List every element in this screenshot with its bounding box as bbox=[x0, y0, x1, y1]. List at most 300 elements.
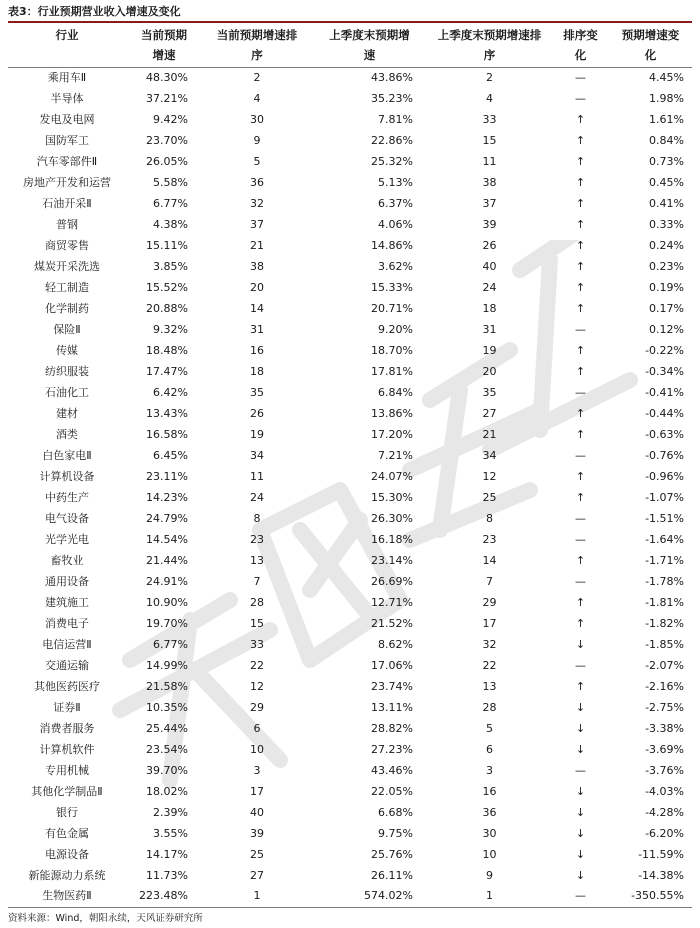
last-quarter-rank-cell: 7 bbox=[486, 574, 493, 588]
industry-cell: 轻工制造 bbox=[45, 280, 89, 294]
growth-change-cell: 0.24% bbox=[649, 238, 684, 252]
last-quarter-growth-cell: 43.86% bbox=[371, 70, 413, 84]
rank-change-cell: — bbox=[575, 385, 586, 399]
growth-change-cell: -3.38% bbox=[645, 721, 684, 735]
last-quarter-growth-cell: 574.02% bbox=[312, 886, 427, 907]
current-growth-cell: 6.42% bbox=[153, 385, 188, 399]
growth-change-cell: -11.59% bbox=[638, 847, 684, 861]
current-rank-cell: 1 bbox=[202, 886, 312, 907]
last-quarter-rank-cell: 20 bbox=[482, 364, 497, 378]
last-quarter-rank-cell: 8 bbox=[486, 511, 493, 525]
growth-change-cell: -0.22% bbox=[645, 343, 684, 357]
source-note: 资料来源：Wind，朝阳永续，天风证券研究所 bbox=[8, 913, 203, 924]
rank-change-cell: ↓ bbox=[575, 868, 586, 882]
table-row bbox=[8, 424, 692, 445]
table-row bbox=[8, 823, 692, 844]
table-row bbox=[8, 361, 692, 382]
table-row bbox=[8, 760, 692, 781]
current-rank-cell: 15 bbox=[250, 616, 264, 630]
current-growth-cell: 24.91% bbox=[146, 574, 188, 588]
last-quarter-rank-cell: 9 bbox=[486, 868, 493, 882]
last-quarter-growth-cell: 43.46% bbox=[371, 763, 413, 777]
current-growth-cell: 19.70% bbox=[146, 616, 188, 630]
current-rank-cell: 13 bbox=[250, 553, 264, 567]
current-growth-cell: 3.85% bbox=[153, 259, 188, 273]
current-rank-cell: 31 bbox=[250, 322, 264, 336]
growth-change-cell: -3.76% bbox=[645, 763, 684, 777]
last-quarter-rank-cell: 31 bbox=[482, 322, 497, 336]
industry-cell: 证券Ⅱ bbox=[53, 700, 81, 714]
current-growth-cell: 10.35% bbox=[146, 700, 188, 714]
rank-change-cell: ↑ bbox=[575, 133, 586, 147]
last-quarter-growth-cell: 35.23% bbox=[371, 91, 413, 105]
industry-cell: 石油开采Ⅱ bbox=[42, 196, 92, 210]
last-quarter-rank-cell: 2 bbox=[486, 70, 493, 84]
rank-change-cell: ↑ bbox=[575, 196, 586, 210]
table-row bbox=[8, 67, 692, 88]
growth-change-cell: -4.03% bbox=[645, 784, 684, 798]
growth-change-cell: -1.71% bbox=[645, 553, 684, 567]
current-growth-cell: 6.45% bbox=[153, 448, 188, 462]
table-row bbox=[8, 529, 692, 550]
current-growth-cell: 37.21% bbox=[146, 91, 188, 105]
rank-change-cell: ↑ bbox=[575, 217, 586, 231]
current-growth-cell: 11.73% bbox=[146, 868, 188, 882]
last-quarter-growth-cell: 13.86% bbox=[371, 406, 413, 420]
growth-change-cell: -14.38% bbox=[638, 868, 684, 882]
current-rank-cell: 28 bbox=[250, 595, 264, 609]
table-body bbox=[8, 67, 692, 907]
growth-change-cell: 0.17% bbox=[649, 301, 684, 315]
growth-change-cell: 0.41% bbox=[649, 196, 684, 210]
last-quarter-rank-cell: 16 bbox=[482, 784, 497, 798]
last-quarter-growth-cell: 17.06% bbox=[371, 658, 413, 672]
growth-change-cell: 0.45% bbox=[649, 175, 684, 189]
last-quarter-rank-cell: 29 bbox=[482, 595, 497, 609]
rank-change-cell: ↑ bbox=[575, 679, 586, 693]
current-rank-cell: 9 bbox=[253, 133, 261, 147]
table-row bbox=[8, 592, 692, 613]
industry-cell: 消费电子 bbox=[45, 616, 89, 630]
last-quarter-growth-cell: 14.86% bbox=[371, 238, 413, 252]
last-quarter-rank-cell: 13 bbox=[482, 679, 497, 693]
current-growth-cell: 13.43% bbox=[146, 406, 188, 420]
table-row bbox=[8, 697, 692, 718]
industry-cell: 电源设备 bbox=[45, 847, 89, 861]
table-row bbox=[8, 445, 692, 466]
last-quarter-growth-cell: 18.70% bbox=[371, 343, 413, 357]
current-growth-cell: 15.11% bbox=[146, 238, 188, 252]
current-rank-cell: 5 bbox=[253, 154, 261, 168]
current-rank-cell: 12 bbox=[250, 679, 264, 693]
rank-change-cell: — bbox=[575, 448, 586, 462]
growth-change-cell: -2.16% bbox=[645, 679, 684, 693]
industry-cell: 白色家电Ⅱ bbox=[42, 448, 92, 462]
current-growth-cell: 26.05% bbox=[146, 154, 188, 168]
last-quarter-growth-cell: 4.06% bbox=[378, 217, 413, 231]
growth-change-cell: -1.51% bbox=[645, 511, 684, 525]
growth-change-cell: -0.96% bbox=[645, 469, 684, 483]
growth-change-cell: -2.75% bbox=[645, 700, 684, 714]
current-rank-cell: 8 bbox=[253, 511, 261, 525]
current-growth-cell: 17.47% bbox=[146, 364, 188, 378]
current-growth-cell: 14.99% bbox=[146, 658, 188, 672]
table-row bbox=[8, 655, 692, 676]
table-row bbox=[8, 844, 692, 865]
current-rank-cell: 4 bbox=[253, 91, 261, 105]
rank-change-cell: — bbox=[575, 511, 586, 525]
current-rank-cell: 27 bbox=[250, 868, 264, 882]
current-rank-cell: 10 bbox=[250, 742, 264, 756]
current-rank-cell: 32 bbox=[250, 196, 264, 210]
industry-cell: 消费者服务 bbox=[39, 721, 95, 735]
industry-cell: 生物医药Ⅱ bbox=[8, 886, 126, 907]
table-row bbox=[8, 550, 692, 571]
header-last-quarter-growth: 上季度末预期增 速 bbox=[312, 23, 427, 67]
table-row bbox=[8, 130, 692, 151]
current-rank-cell: 6 bbox=[253, 721, 261, 735]
current-rank-cell: 40 bbox=[250, 805, 264, 819]
growth-change-cell: 0.84% bbox=[649, 133, 684, 147]
current-growth-cell: 39.70% bbox=[146, 763, 188, 777]
industry-cell: 中药生产 bbox=[45, 490, 89, 504]
rank-change-cell: — bbox=[552, 886, 609, 907]
last-quarter-rank-cell: 36 bbox=[482, 805, 497, 819]
last-quarter-growth-cell: 9.20% bbox=[378, 322, 413, 336]
rank-change-cell: ↑ bbox=[575, 553, 586, 567]
rank-change-cell: — bbox=[575, 91, 586, 105]
last-quarter-growth-cell: 22.86% bbox=[371, 133, 413, 147]
growth-change-cell: 0.73% bbox=[649, 154, 684, 168]
current-rank-cell: 35 bbox=[250, 385, 264, 399]
industry-cell: 交通运输 bbox=[45, 658, 89, 672]
industry-cell: 房地产开发和运营 bbox=[23, 175, 111, 189]
last-quarter-rank-cell: 39 bbox=[482, 217, 497, 231]
last-quarter-growth-cell: 26.30% bbox=[371, 511, 413, 525]
table-row bbox=[8, 487, 692, 508]
current-growth-cell: 23.11% bbox=[146, 469, 188, 483]
current-growth-cell: 14.23% bbox=[146, 490, 188, 504]
header-rank-change: 排序变 化 bbox=[552, 23, 609, 67]
growth-change-cell: -4.28% bbox=[645, 805, 684, 819]
last-quarter-growth-cell: 26.69% bbox=[371, 574, 413, 588]
current-rank-cell: 20 bbox=[250, 280, 264, 294]
last-quarter-growth-cell: 20.71% bbox=[371, 301, 413, 315]
current-growth-cell: 6.77% bbox=[153, 637, 188, 651]
current-rank-cell: 38 bbox=[250, 259, 264, 273]
rank-change-cell: — bbox=[575, 763, 586, 777]
rank-change-cell: ↑ bbox=[575, 112, 586, 126]
growth-change-cell: -0.34% bbox=[645, 364, 684, 378]
industry-cell: 纺织服装 bbox=[45, 364, 89, 378]
table-row bbox=[8, 172, 692, 193]
current-growth-cell: 2.39% bbox=[153, 805, 188, 819]
growth-change-cell: -0.63% bbox=[645, 427, 684, 441]
last-quarter-growth-cell: 22.05% bbox=[371, 784, 413, 798]
growth-change-cell: 0.23% bbox=[649, 259, 684, 273]
rank-change-cell: ↓ bbox=[575, 805, 586, 819]
growth-change-cell: -3.69% bbox=[645, 742, 684, 756]
current-rank-cell: 7 bbox=[253, 574, 261, 588]
rank-change-cell: ↑ bbox=[575, 427, 586, 441]
industry-cell: 有色金属 bbox=[45, 826, 89, 840]
industry-cell: 光学光电 bbox=[45, 532, 89, 546]
current-rank-cell: 17 bbox=[250, 784, 264, 798]
table-row bbox=[8, 235, 692, 256]
industry-cell: 畜牧业 bbox=[50, 553, 84, 567]
table-row bbox=[8, 466, 692, 487]
last-quarter-rank-cell: 3 bbox=[486, 763, 493, 777]
industry-cell: 建材 bbox=[56, 406, 78, 420]
table-row bbox=[8, 865, 692, 886]
current-growth-cell: 21.44% bbox=[146, 553, 188, 567]
last-quarter-growth-cell: 27.23% bbox=[371, 742, 413, 756]
rank-change-cell: ↓ bbox=[575, 826, 586, 840]
rank-change-cell: ↓ bbox=[575, 847, 586, 861]
current-rank-cell: 21 bbox=[250, 238, 264, 252]
industry-cell: 计算机软件 bbox=[39, 742, 95, 756]
current-rank-cell: 29 bbox=[250, 700, 264, 714]
header-growth-change: 预期增速变 化 bbox=[609, 23, 692, 67]
rank-change-cell: ↓ bbox=[575, 784, 586, 798]
current-growth-cell: 3.55% bbox=[153, 826, 188, 840]
rank-change-cell: ↑ bbox=[575, 364, 586, 378]
rank-change-cell: — bbox=[575, 322, 586, 336]
current-rank-cell: 34 bbox=[250, 448, 264, 462]
last-quarter-growth-cell: 25.32% bbox=[371, 154, 413, 168]
current-growth-cell: 14.54% bbox=[146, 532, 188, 546]
rank-change-cell: — bbox=[575, 574, 586, 588]
industry-cell: 乘用车Ⅱ bbox=[47, 70, 87, 84]
rank-change-cell: ↑ bbox=[575, 616, 586, 630]
current-growth-cell: 23.70% bbox=[146, 133, 188, 147]
current-growth-cell: 4.38% bbox=[153, 217, 188, 231]
last-quarter-growth-cell: 12.71% bbox=[371, 595, 413, 609]
last-quarter-growth-cell: 6.37% bbox=[378, 196, 413, 210]
current-rank-cell: 11 bbox=[250, 469, 264, 483]
last-quarter-growth-cell: 23.14% bbox=[371, 553, 413, 567]
last-quarter-growth-cell: 21.52% bbox=[371, 616, 413, 630]
industry-cell: 银行 bbox=[56, 805, 78, 819]
last-quarter-rank-cell: 1 bbox=[427, 886, 552, 907]
last-quarter-growth-cell: 26.11% bbox=[371, 868, 413, 882]
last-quarter-rank-cell: 19 bbox=[482, 343, 497, 357]
table-row bbox=[8, 214, 692, 235]
growth-change-cell: -1.07% bbox=[645, 490, 684, 504]
current-rank-cell: 25 bbox=[250, 847, 264, 861]
rank-change-cell: ↓ bbox=[575, 721, 586, 735]
last-quarter-rank-cell: 25 bbox=[482, 490, 497, 504]
last-quarter-growth-cell: 16.18% bbox=[371, 532, 413, 546]
growth-change-cell: 1.61% bbox=[649, 112, 684, 126]
last-quarter-growth-cell: 6.68% bbox=[378, 805, 413, 819]
growth-table bbox=[8, 23, 692, 908]
table-row bbox=[8, 277, 692, 298]
last-quarter-rank-cell: 11 bbox=[482, 154, 497, 168]
last-quarter-rank-cell: 10 bbox=[482, 847, 497, 861]
last-quarter-growth-cell: 17.81% bbox=[371, 364, 413, 378]
current-rank-cell: 23 bbox=[250, 532, 264, 546]
last-quarter-growth-cell: 7.21% bbox=[378, 448, 413, 462]
current-growth-cell: 48.30% bbox=[146, 70, 188, 84]
table-row bbox=[8, 634, 692, 655]
rank-change-cell: — bbox=[575, 70, 586, 84]
last-quarter-rank-cell: 30 bbox=[482, 826, 497, 840]
rank-change-cell: ↑ bbox=[575, 406, 586, 420]
current-growth-cell: 18.02% bbox=[146, 784, 188, 798]
table-row bbox=[8, 256, 692, 277]
last-quarter-growth-cell: 15.33% bbox=[371, 280, 413, 294]
table-row bbox=[8, 508, 692, 529]
last-quarter-rank-cell: 28 bbox=[482, 700, 497, 714]
table-row bbox=[8, 781, 692, 802]
growth-change-cell: -1.64% bbox=[645, 532, 684, 546]
industry-cell: 发电及电网 bbox=[39, 112, 95, 126]
growth-change-cell: -350.55% bbox=[609, 886, 692, 907]
last-quarter-rank-cell: 33 bbox=[482, 112, 497, 126]
current-rank-cell: 19 bbox=[250, 427, 264, 441]
table-row bbox=[8, 613, 692, 634]
growth-change-cell: -1.82% bbox=[645, 616, 684, 630]
rank-change-cell: — bbox=[575, 532, 586, 546]
current-growth-cell: 6.77% bbox=[153, 196, 188, 210]
industry-cell: 商贸零售 bbox=[45, 238, 89, 252]
current-growth-cell: 21.58% bbox=[146, 679, 188, 693]
rank-change-cell: ↓ bbox=[575, 742, 586, 756]
last-quarter-rank-cell: 26 bbox=[482, 238, 497, 252]
table-row bbox=[8, 739, 692, 760]
current-growth-cell: 223.48% bbox=[126, 886, 202, 907]
current-rank-cell: 14 bbox=[250, 301, 264, 315]
last-quarter-growth-cell: 5.13% bbox=[378, 175, 413, 189]
last-quarter-growth-cell: 24.07% bbox=[371, 469, 413, 483]
last-quarter-growth-cell: 13.11% bbox=[371, 700, 413, 714]
current-growth-cell: 16.58% bbox=[146, 427, 188, 441]
current-growth-cell: 9.32% bbox=[153, 322, 188, 336]
last-quarter-growth-cell: 8.62% bbox=[378, 637, 413, 651]
industry-cell: 其他化学制品Ⅱ bbox=[31, 784, 103, 798]
growth-change-cell: -0.41% bbox=[645, 385, 684, 399]
last-quarter-rank-cell: 35 bbox=[482, 385, 497, 399]
current-rank-cell: 3 bbox=[253, 763, 261, 777]
rank-change-cell: ↑ bbox=[575, 469, 586, 483]
growth-change-cell: 0.12% bbox=[649, 322, 684, 336]
table-row bbox=[8, 298, 692, 319]
growth-change-cell: -1.81% bbox=[645, 595, 684, 609]
last-quarter-growth-cell: 23.74% bbox=[371, 679, 413, 693]
industry-cell: 新能源动力系统 bbox=[28, 868, 106, 882]
last-quarter-rank-cell: 22 bbox=[482, 658, 497, 672]
table-row bbox=[8, 382, 692, 403]
last-quarter-growth-cell: 6.84% bbox=[378, 385, 413, 399]
last-quarter-rank-cell: 15 bbox=[482, 133, 497, 147]
last-quarter-rank-cell: 37 bbox=[482, 196, 497, 210]
last-quarter-growth-cell: 15.30% bbox=[371, 490, 413, 504]
table-row bbox=[8, 676, 692, 697]
last-quarter-growth-cell: 25.76% bbox=[371, 847, 413, 861]
last-quarter-rank-cell: 12 bbox=[482, 469, 497, 483]
current-rank-cell: 22 bbox=[250, 658, 264, 672]
growth-change-cell: 4.45% bbox=[649, 70, 684, 84]
current-growth-cell: 9.42% bbox=[153, 112, 188, 126]
header-current-rank: 当前预期增速排 序 bbox=[202, 23, 312, 67]
industry-cell: 普钢 bbox=[56, 217, 78, 231]
current-rank-cell: 30 bbox=[250, 112, 264, 126]
last-quarter-rank-cell: 32 bbox=[482, 637, 497, 651]
industry-cell: 煤炭开采洗选 bbox=[34, 259, 100, 273]
growth-change-cell: 0.33% bbox=[649, 217, 684, 231]
table-row bbox=[8, 340, 692, 361]
growth-change-cell: -0.76% bbox=[645, 448, 684, 462]
current-growth-cell: 25.44% bbox=[146, 721, 188, 735]
last-quarter-rank-cell: 5 bbox=[486, 721, 493, 735]
industry-cell: 通用设备 bbox=[45, 574, 89, 588]
table-row bbox=[8, 151, 692, 172]
header-industry: 行业 bbox=[8, 23, 126, 67]
last-quarter-rank-cell: 24 bbox=[482, 280, 497, 294]
industry-cell: 酒类 bbox=[56, 427, 78, 441]
rank-change-cell: ↑ bbox=[575, 490, 586, 504]
last-quarter-growth-cell: 3.62% bbox=[378, 259, 413, 273]
current-rank-cell: 33 bbox=[250, 637, 264, 651]
current-rank-cell: 18 bbox=[250, 364, 264, 378]
industry-cell: 化学制药 bbox=[45, 301, 89, 315]
table-row bbox=[8, 403, 692, 424]
industry-cell: 国防军工 bbox=[45, 133, 89, 147]
table-row bbox=[8, 193, 692, 214]
current-growth-cell: 20.88% bbox=[146, 301, 188, 315]
growth-change-cell: 1.98% bbox=[649, 91, 684, 105]
rank-change-cell: ↑ bbox=[575, 175, 586, 189]
last-quarter-growth-cell: 9.75% bbox=[378, 826, 413, 840]
current-growth-cell: 15.52% bbox=[146, 280, 188, 294]
industry-cell: 半导体 bbox=[50, 91, 84, 105]
header-current-growth: 当前预期 增速 bbox=[126, 23, 202, 67]
table-row bbox=[8, 109, 692, 130]
table-row bbox=[8, 319, 692, 340]
current-growth-cell: 10.90% bbox=[146, 595, 188, 609]
rank-change-cell: ↓ bbox=[575, 700, 586, 714]
last-quarter-rank-cell: 38 bbox=[482, 175, 497, 189]
table-row bbox=[8, 886, 692, 907]
current-rank-cell: 2 bbox=[253, 70, 261, 84]
last-quarter-rank-cell: 40 bbox=[482, 259, 497, 273]
last-quarter-rank-cell: 27 bbox=[482, 406, 497, 420]
growth-change-cell: -6.20% bbox=[645, 826, 684, 840]
industry-cell: 其他医药医疗 bbox=[34, 679, 100, 693]
last-quarter-rank-cell: 17 bbox=[482, 616, 497, 630]
rank-change-cell: ↑ bbox=[575, 280, 586, 294]
industry-cell: 专用机械 bbox=[45, 763, 89, 777]
current-growth-cell: 5.58% bbox=[153, 175, 188, 189]
current-rank-cell: 26 bbox=[250, 406, 264, 420]
growth-change-cell: -2.07% bbox=[645, 658, 684, 672]
growth-change-cell: -1.78% bbox=[645, 574, 684, 588]
industry-cell: 石油化工 bbox=[45, 385, 89, 399]
current-rank-cell: 36 bbox=[250, 175, 264, 189]
industry-cell: 电信运营Ⅱ bbox=[42, 637, 92, 651]
industry-cell: 保险Ⅱ bbox=[53, 322, 81, 336]
last-quarter-rank-cell: 6 bbox=[486, 742, 493, 756]
industry-cell: 建筑施工 bbox=[45, 595, 89, 609]
last-quarter-rank-cell: 18 bbox=[482, 301, 497, 315]
table-row bbox=[8, 802, 692, 823]
growth-change-cell: -1.85% bbox=[645, 637, 684, 651]
table-row bbox=[8, 88, 692, 109]
rank-change-cell: ↑ bbox=[575, 154, 586, 168]
rank-change-cell: ↑ bbox=[575, 259, 586, 273]
current-growth-cell: 18.48% bbox=[146, 343, 188, 357]
